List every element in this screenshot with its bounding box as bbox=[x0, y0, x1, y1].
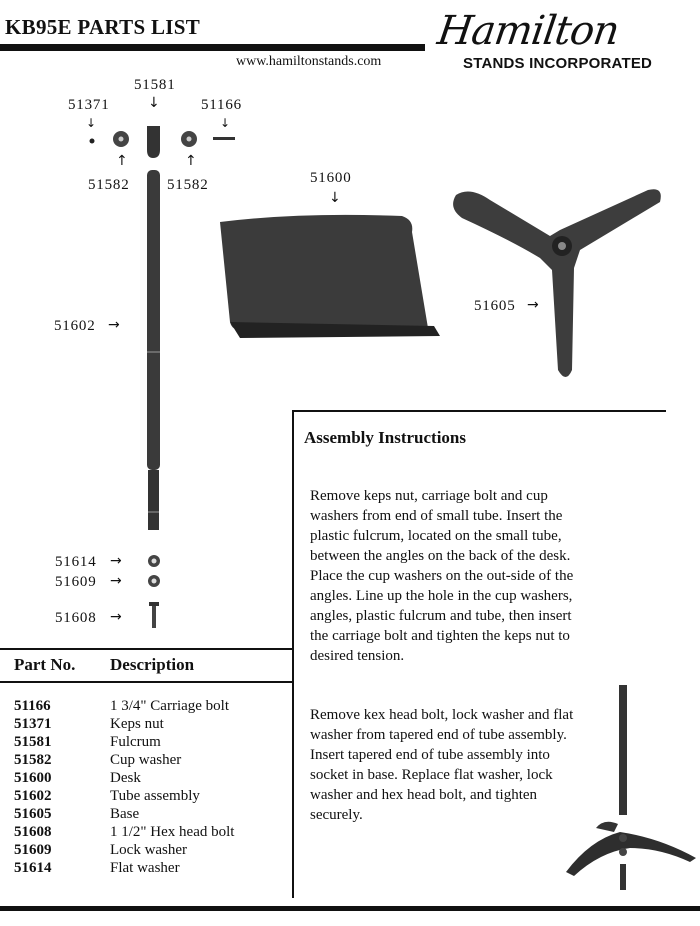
part-description: Base bbox=[110, 806, 140, 822]
parts-list-row bbox=[14, 751, 234, 769]
part-number: 51614 bbox=[14, 860, 52, 876]
fulcrum-drawing bbox=[147, 126, 160, 158]
part-number: 51608 bbox=[14, 824, 52, 840]
part-description: Desk bbox=[110, 770, 141, 786]
carriage-bolt-drawing bbox=[213, 137, 235, 140]
cup-washer-right-drawing bbox=[181, 131, 197, 147]
part-description: Flat washer bbox=[110, 860, 180, 876]
parts-list-row bbox=[14, 715, 234, 733]
assembly-instructions-title: Assembly Instructions bbox=[304, 428, 466, 447]
up-arrow-icon: ↑ bbox=[185, 153, 197, 169]
part-number: 51609 bbox=[14, 842, 52, 858]
part-number: 51600 bbox=[14, 770, 52, 786]
part-number: 51581 bbox=[14, 734, 52, 750]
callout-keps-nut: 51371 bbox=[68, 97, 110, 113]
keps-nut-drawing bbox=[90, 139, 95, 144]
bottom-rule bbox=[0, 906, 700, 911]
down-arrow-icon: ↓ bbox=[329, 190, 341, 206]
right-arrow-icon: → bbox=[108, 317, 120, 333]
part-number: 51166 bbox=[14, 698, 51, 714]
callout-cup-washer-right: 51582 bbox=[167, 177, 209, 193]
part-description: Keps nut bbox=[110, 716, 164, 732]
callout-base: 51605 bbox=[474, 298, 516, 314]
callout-flat-washer: 51614 bbox=[55, 554, 97, 570]
tube-assembly-drawing bbox=[147, 170, 160, 530]
hamilton-logo-subtitle: STANDS INCORPORATED bbox=[463, 55, 653, 72]
callout-desk: 51600 bbox=[310, 170, 352, 186]
lock-washer-drawing bbox=[148, 575, 160, 587]
down-arrow-icon: ↓ bbox=[86, 116, 97, 130]
assembly-paragraph-2: Remove kex head bolt, lock washer and flat washer from tapered end of tube assembly. Insert tapered end of tube assembly into socket in base. Replace flat washer, lock washer and hex head bolt, and tighten securely. bbox=[310, 707, 574, 823]
parts-list-row bbox=[14, 841, 234, 859]
parts-list-row bbox=[14, 697, 234, 715]
parts-list-header-rule bbox=[0, 681, 293, 683]
part-number: 51371 bbox=[14, 716, 52, 732]
right-arrow-icon: → bbox=[110, 609, 122, 625]
parts-list-header-part: Part No. bbox=[14, 655, 76, 674]
callout-fulcrum: 51581 bbox=[134, 77, 176, 93]
callout-lock-washer: 51609 bbox=[55, 574, 97, 590]
part-number: 51602 bbox=[14, 788, 52, 804]
part-description: 1 3/4" Carriage bolt bbox=[110, 698, 230, 714]
right-arrow-icon: → bbox=[110, 553, 122, 569]
parts-list-row bbox=[14, 787, 234, 805]
parts-list-row bbox=[14, 769, 234, 787]
hamilton-logo-script: Hamilton bbox=[434, 8, 622, 54]
right-arrow-icon: → bbox=[110, 573, 122, 589]
part-number: 51605 bbox=[14, 806, 52, 822]
parts-list-top-rule bbox=[0, 648, 293, 650]
part-description: Fulcrum bbox=[110, 734, 161, 750]
callout-carriage-bolt: 51166 bbox=[201, 97, 242, 113]
up-arrow-icon: ↑ bbox=[116, 153, 128, 169]
parts-list bbox=[14, 697, 234, 877]
callout-hex-bolt: 51608 bbox=[55, 610, 97, 626]
parts-list-row bbox=[14, 805, 234, 823]
part-description: Lock washer bbox=[110, 842, 188, 858]
part-number: 51582 bbox=[14, 752, 52, 768]
part-description: Cup washer bbox=[110, 752, 182, 768]
website-url: www.hamiltonstands.com bbox=[236, 54, 382, 69]
hex-bolt-drawing bbox=[149, 602, 159, 628]
part-description: 1 1/2" Hex head bolt bbox=[110, 824, 235, 840]
down-arrow-icon: ↓ bbox=[220, 116, 231, 130]
parts-list-header-description: Description bbox=[110, 655, 195, 674]
down-arrow-icon: ↓ bbox=[148, 95, 160, 111]
parts-list-row bbox=[14, 859, 234, 877]
parts-list-row bbox=[14, 823, 234, 841]
callout-cup-washer-left: 51582 bbox=[88, 177, 130, 193]
callout-tube: 51602 bbox=[54, 318, 96, 334]
page-title: KB95E PARTS LIST bbox=[5, 15, 201, 39]
base-drawing bbox=[453, 189, 661, 377]
part-description: Tube assembly bbox=[110, 788, 200, 804]
cup-washer-left-drawing bbox=[113, 131, 129, 147]
flat-washer-drawing bbox=[148, 555, 160, 567]
desk-drawing bbox=[220, 215, 440, 338]
parts-list-row bbox=[14, 733, 234, 751]
assembly-paragraph-1: Remove keps nut, carriage bolt and cup washers from end of small tube. Insert the plastic fulcrum, located on the small tube, between the angles on the back of the desk. Place the cup washers on the out-side of the angles. Line up the hole in the cup washers, angles, plastic fulcrum and tube, then insert the carriage bolt and tighten the keps nut to desired tension. bbox=[310, 488, 574, 664]
right-arrow-icon: → bbox=[527, 297, 539, 313]
